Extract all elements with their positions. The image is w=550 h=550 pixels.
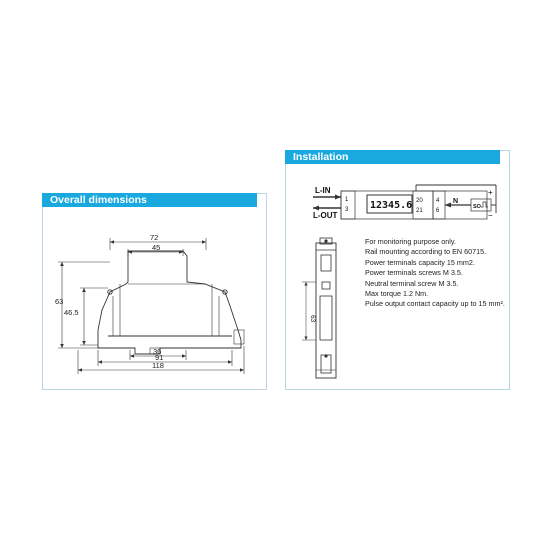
screw-icon [324, 239, 327, 242]
terminal-4: 4 [436, 198, 440, 204]
note-item: Rail mounting according to EN 60715. [365, 247, 487, 257]
note-item: For monitoring purpose only. [365, 237, 456, 246]
dim-63: 63 [55, 297, 64, 306]
terminal-21: 21 [416, 208, 423, 214]
note-item: Power terminals screws M 3.5. [365, 268, 463, 278]
installation-header: Installation [285, 150, 500, 164]
terminal-1: 1 [345, 197, 349, 203]
dim-36: 36 [153, 347, 162, 356]
note-item: Max torque 1.2 Nm. [365, 289, 429, 299]
side-dim-63: 63 [309, 315, 316, 323]
screw-icon [324, 354, 327, 357]
dim-46-5: 46.5 [64, 308, 79, 317]
dim-91: 91 [155, 353, 164, 362]
label-plus: + [488, 188, 493, 197]
label-minus: − [488, 211, 493, 220]
dim-72: 72 [150, 233, 159, 242]
note-item: Neutral terminal screw M 3.5. [365, 278, 459, 288]
dim-118: 118 [152, 361, 164, 370]
overall-dimensions-header: Overall dimensions [42, 193, 257, 207]
note-item: Power terminals capacity 15 mm2. [365, 257, 475, 267]
dim-45: 45 [152, 243, 161, 252]
display-value: 12345.6 [370, 200, 413, 211]
label-n: N [453, 198, 459, 205]
note-item: Pulse output contact capacity up to 15 mm². [365, 299, 505, 309]
label-so: SO [473, 204, 481, 210]
terminal-3: 3 [345, 207, 349, 213]
installation-notes [365, 237, 535, 310]
label-l-in: L-IN [315, 186, 331, 195]
terminal-6: 6 [436, 208, 440, 214]
label-l-out: L-OUT [313, 211, 338, 220]
terminal-20: 20 [416, 198, 423, 204]
